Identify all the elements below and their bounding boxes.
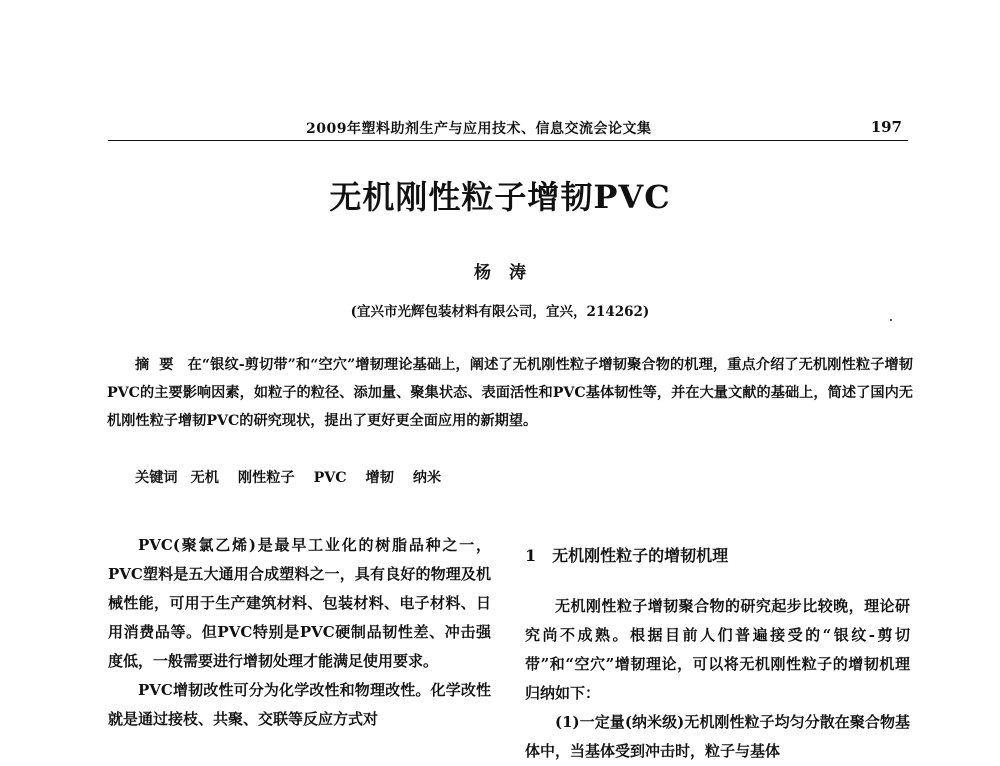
running-header bbox=[108, 118, 908, 141]
abstract bbox=[107, 351, 913, 435]
body-paragraph: (1)一定量(纳米级)无机刚性粒子均匀分散在聚合物基体中，当基体受到冲击时，粒子与基体 bbox=[525, 713, 910, 760]
right-column bbox=[525, 592, 910, 766]
scan-speck bbox=[890, 319, 892, 321]
author-affiliation: (宜兴市光辉包装材料有限公司，宜兴，214262) bbox=[350, 304, 650, 320]
body-paragraph: PVC(聚氯乙烯)是最早工业化的树脂品种之一，PVC塑料是五大通用合成塑料之一，具有良好的物理及机械性能，可用于生产建筑材料、包装材料、电子材料、日用消费品等。但PVC特别是PVC硬制品韧性差、冲击强度低，一般需要进行增韧处理才能满足使用要求。 bbox=[108, 536, 491, 670]
page-number: 197 bbox=[870, 118, 902, 136]
author-name: 杨涛 bbox=[474, 263, 544, 283]
abstract-label: 摘要 bbox=[135, 357, 184, 373]
section-title: 无机刚性粒子的增韧机理 bbox=[552, 546, 729, 565]
keywords-label: 关键词 bbox=[135, 470, 178, 486]
section-number: 1 bbox=[525, 546, 537, 565]
keyword: 无机 bbox=[190, 470, 219, 486]
body-paragraph: PVC增韧改性可分为化学改性和物理改性。化学改性就是通过接枝、共聚、交联等反应方式对 bbox=[108, 681, 491, 728]
conference-title: 2009年塑料助剂生产与应用技术、信息交流会论文集 bbox=[306, 121, 652, 137]
left-column bbox=[108, 531, 491, 734]
keyword: PVC bbox=[313, 470, 347, 486]
keyword: 纳米 bbox=[412, 470, 442, 486]
section-heading bbox=[525, 543, 728, 566]
keywords bbox=[135, 467, 447, 487]
keyword: 刚性粒子 bbox=[237, 470, 295, 486]
body-paragraph: 无机刚性粒子增韧聚合物的研究起步比较晚，理论研究尚不成熟。根据目前人们普遍接受的“银纹-剪切带”和“空穴”增韧理论，可以将无机刚性粒子的增韧机理归纳如下： bbox=[525, 597, 910, 702]
keyword: 增韧 bbox=[365, 470, 394, 486]
abstract-text: 在“银纹-剪切带”和“空穴”增韧理论基础上，阐述了无机刚性粒子增韧聚合物的机理，重点介绍了无机刚性粒子增韧PVC的主要影响因素，如粒子的粒径、添加量、聚集状态、表面活性和PVC基体韧性等，并在大量文献的基础上，简述了国内无机刚性粒子增韧PVC的研究现状，提出了更好更全面应用的新期望。 bbox=[107, 357, 913, 429]
paper-title: 无机刚性粒子增韧PVC bbox=[329, 178, 671, 216]
